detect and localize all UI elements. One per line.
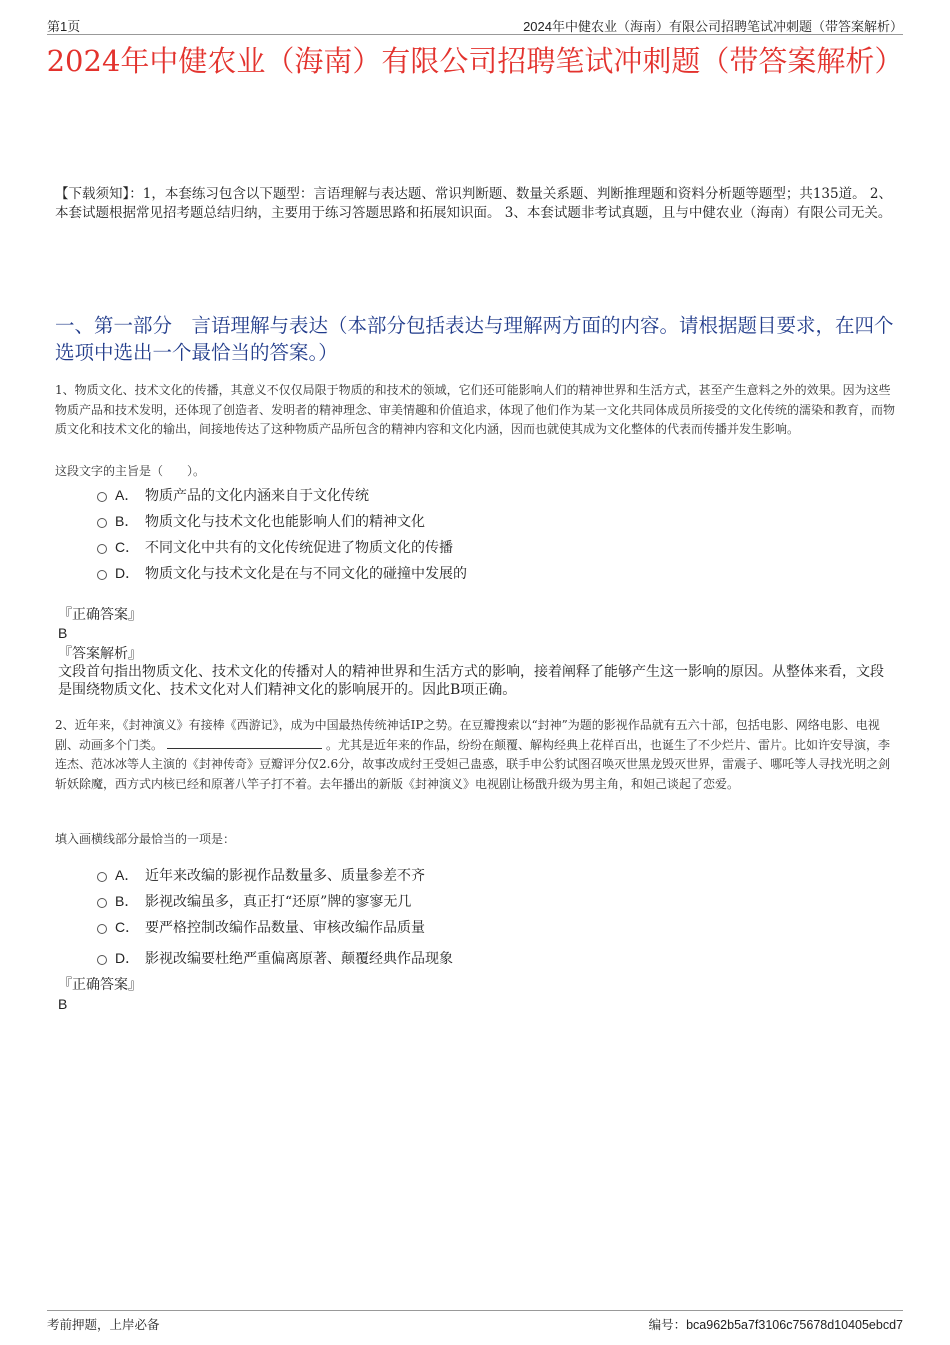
- page-number: 第1页: [47, 19, 81, 34]
- option-key: A．: [115, 487, 139, 503]
- footer-code-label: 编号：: [648, 1317, 687, 1332]
- page-title: 2024年中健农业（海南）有限公司招聘笔试冲刺题（带答案解析）: [46, 44, 904, 78]
- q1-option-a[interactable]: [97, 485, 369, 505]
- q1-option-d[interactable]: [97, 563, 467, 583]
- option-text: 不同文化中共有的文化传统促进了物质文化的传播: [145, 540, 453, 556]
- q2-option-c[interactable]: [97, 917, 425, 937]
- option-key: C．: [115, 539, 140, 555]
- radio-icon[interactable]: [97, 570, 107, 580]
- q1-analysis: 文段首句指出物质文化、技术文化的传播对人的精神世界和生活方式的影响，接着阐释了能够产生这一影响的原因。从整体来看，文段是围绕物质文化、技术文化对人们精神文化的影响展开的。因此B项正确。: [58, 664, 884, 698]
- fill-blank-line: [167, 736, 322, 749]
- q1-answer: B: [58, 625, 68, 641]
- radio-icon[interactable]: [97, 518, 107, 528]
- footer-code: [649, 1315, 903, 1333]
- option-key: A．: [115, 867, 139, 883]
- q2-text-after: 。尤其是近年来的作品，纷纷在颠覆、解构经典上花样百出，也诞生了不少烂片、雷片。比如许安导演，李连杰、范冰冰等人主演的《封神传奇》豆瓣评分仅2.6分，故事改成纣王受妲己蛊惑，联手申公豹试图召唤灭世黑龙毁灭世界，雷震子、哪吒等人寻找光明之剑斩妖除魔，西方式内核已经和原著八竿子打不着。去年播出的新版《封神演义》电视剧让杨戬升级为男主角，和妲己谈起了恋爱。: [55, 737, 891, 791]
- option-text: 物质产品的文化内涵来自于文化传统: [145, 488, 369, 504]
- radio-icon[interactable]: [97, 898, 107, 908]
- option-text: 影视改编虽多，真正打“还原”牌的寥寥无几: [145, 894, 412, 910]
- radio-icon[interactable]: [97, 544, 107, 554]
- q2-option-a[interactable]: [97, 865, 425, 885]
- q2-option-d[interactable]: [97, 948, 453, 968]
- option-key: B．: [115, 893, 139, 909]
- option-text: 物质文化与技术文化是在与不同文化的碰撞中发展的: [145, 566, 467, 582]
- q2-text: [55, 716, 900, 794]
- radio-icon[interactable]: [97, 924, 107, 934]
- q2-answer: B: [58, 996, 68, 1012]
- q1-option-b[interactable]: [97, 511, 425, 531]
- radio-icon[interactable]: [97, 955, 107, 965]
- option-text: 影视改编要杜绝严重偏离原著、颠覆经典作品现象: [145, 951, 453, 967]
- header-doc-title: 2024年中健农业（海南）有限公司招聘笔试冲刺题（带答案解析）: [523, 19, 903, 34]
- download-notice: 【下载须知】：1，本套练习包含以下题型：言语理解与表达题、常识判断题、数量关系题、判断推理题和资料分析题等题型；共135道。 2、本套试题根据常见招考题总结归纳，主要用于练习答题思路和拓展知识面。 3、本套试题非考试真题，且与中健农业（海南）有限公司无关。: [55, 186, 892, 221]
- option-text: 要严格控制改编作品数量、审核改编作品质量: [145, 920, 425, 936]
- q2-question: 填入画横线部分最恰当的一项是：: [55, 832, 236, 846]
- q2-text-before: 2、近年来，《封神演义》有接棒《西游记》，成为中国最热传统神话IP之势。在豆瓣搜索以“封神”为题的影视作品就有五六十部，包括电影、网络电影、电视剧、动画多个门类。: [55, 718, 880, 752]
- page-footer: [47, 1310, 903, 1332]
- option-key: D．: [115, 950, 140, 966]
- radio-icon[interactable]: [97, 872, 107, 882]
- page-header: [47, 14, 903, 35]
- q1-text: 1、物质文化、技术文化的传播，其意义不仅仅局限于物质的和技术的领域，它们还可能影响人们的精神世界和生活方式，甚至产生意料之外的效果。因为这些物质产品和技术发明，还体现了创造者、发明者的精神理念、审美情趣和价值追求，体现了他们作为某一文化共同体成员所接受的文化传统的濡染和教育，而物质文化和技术文化的输出，间接地传达了这种物质产品所包含的精神内容和文化内涵，因而也就使其成为文化整体的代表而传播并发生影响。: [55, 383, 896, 436]
- footer-code-value: bca962b5a7f3106c75678d10405ebcd7: [686, 1318, 903, 1332]
- footer-slogan: 考前押题，上岸必备: [47, 1317, 160, 1332]
- q2-answer-label: 『正确答案』: [58, 977, 142, 993]
- option-key: B．: [115, 513, 139, 529]
- section-title: 一、第一部分 言语理解与表达（本部分包括表达与理解两方面的内容。请根据题目要求，在四个选项中选出一个最恰当的答案。）: [55, 314, 894, 364]
- option-key: C．: [115, 919, 140, 935]
- q1-answer-label: 『正确答案』: [58, 607, 142, 623]
- q1-question: 这段文字的主旨是（ ）。: [55, 464, 206, 478]
- option-key: D．: [115, 565, 140, 581]
- option-text: 近年来改编的影视作品数量多、质量参差不齐: [145, 868, 425, 884]
- radio-icon[interactable]: [97, 492, 107, 502]
- q1-analysis-label: 『答案解析』: [58, 646, 142, 662]
- q2-option-b[interactable]: [97, 891, 411, 911]
- q1-option-c[interactable]: [97, 537, 453, 557]
- option-text: 物质文化与技术文化也能影响人们的精神文化: [145, 514, 425, 530]
